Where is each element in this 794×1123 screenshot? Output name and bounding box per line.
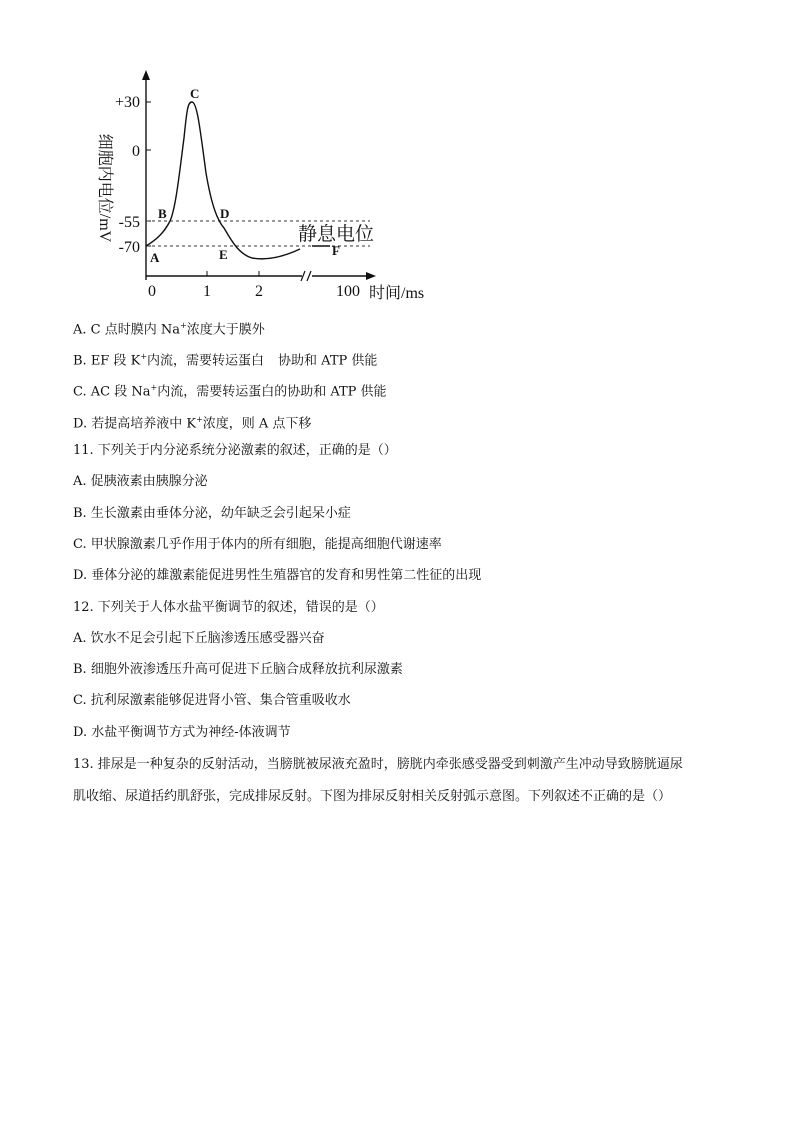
x-tick-label: 1 — [203, 283, 211, 300]
q11-option-d: D. 垂体分泌的雄激素能促进男性生殖器官的发育和男性第二性征的出现 — [73, 568, 482, 583]
q12-option-d: D. 水盐平衡调节方式为神经-体液调节 — [73, 725, 291, 740]
point-label-c: C — [190, 86, 200, 101]
q11-option-a: A. 促胰液素由胰腺分泌 — [73, 474, 208, 489]
q10-option-b: B. EF 段 K+内流，需要转运蛋白 协助和 ATP 供能 — [73, 352, 378, 369]
x-tick-label: 2 — [255, 283, 263, 300]
q12-stem: 12. 下列关于人体水盐平衡调节的叙述，错误的是（） — [73, 600, 384, 615]
point-label-e: E — [219, 247, 228, 262]
q11-option-b: B. 生长激素由垂体分泌，幼年缺乏会引起呆小症 — [73, 506, 351, 521]
q11-stem: 11. 下列关于内分泌系统分泌激素的叙述，正确的是（） — [73, 443, 397, 458]
q10-option-a: A. C 点时膜内 Na+浓度大于膜外 — [73, 321, 265, 338]
y-tick-label: 0 — [132, 143, 140, 160]
y-axis-label: 细胞内电位/mV — [96, 133, 113, 243]
point-label-a: A — [150, 250, 160, 265]
q11-option-c: C. 甲状腺激素几乎作用于体内的所有细胞，能提高细胞代谢速率 — [73, 537, 442, 552]
x-axis-label: 时间/ms — [369, 285, 425, 302]
y-tick-label: -55 — [118, 214, 140, 231]
point-label-b: B — [158, 206, 167, 221]
point-label-f: F — [332, 243, 340, 258]
q13-stem-line-1: 13. 排尿是一种复杂的反射活动，当膀胱被尿液充盈时，膀胱内牵张感受器受到刺激产生冲动导致膀胱逼尿 — [73, 757, 683, 772]
y-axis-arrow — [142, 70, 150, 80]
point-label-d: D — [220, 206, 230, 221]
x-tick-label: 100 — [336, 283, 360, 300]
y-tick-label: -70 — [118, 239, 140, 256]
x-axis-arrow — [366, 272, 376, 280]
q12-option-b: B. 细胞外液渗透压升高可促进下丘脑合成释放抗利尿激素 — [73, 662, 403, 677]
y-tick-label: +30 — [114, 94, 140, 111]
q10-option-d: D. 若提高培养液中 K+浓度，则 A 点下移 — [73, 415, 312, 432]
axis-break-mark — [307, 271, 311, 281]
resting-potential-annotation: 静息电位 — [298, 224, 375, 245]
q13-stem-line-2: 肌收缩、尿道括约肌舒张，完成排尿反射。下图为排尿反射相关反射弧示意图。下列叙述不正确的是（） — [73, 789, 672, 804]
q12-option-c: C. 抗利尿激素能够促进肾小管、集合管重吸收水 — [73, 693, 351, 708]
x-tick-label: 0 — [148, 283, 156, 300]
membrane-potential-curve — [146, 102, 300, 259]
q10-option-c: C. AC 段 Na+内流，需要转运蛋白的协助和 ATP 供能 — [73, 383, 387, 400]
action-potential-figure — [80, 68, 440, 308]
q12-option-a: A. 饮水不足会引起下丘脑渗透压感受器兴奋 — [73, 631, 325, 646]
